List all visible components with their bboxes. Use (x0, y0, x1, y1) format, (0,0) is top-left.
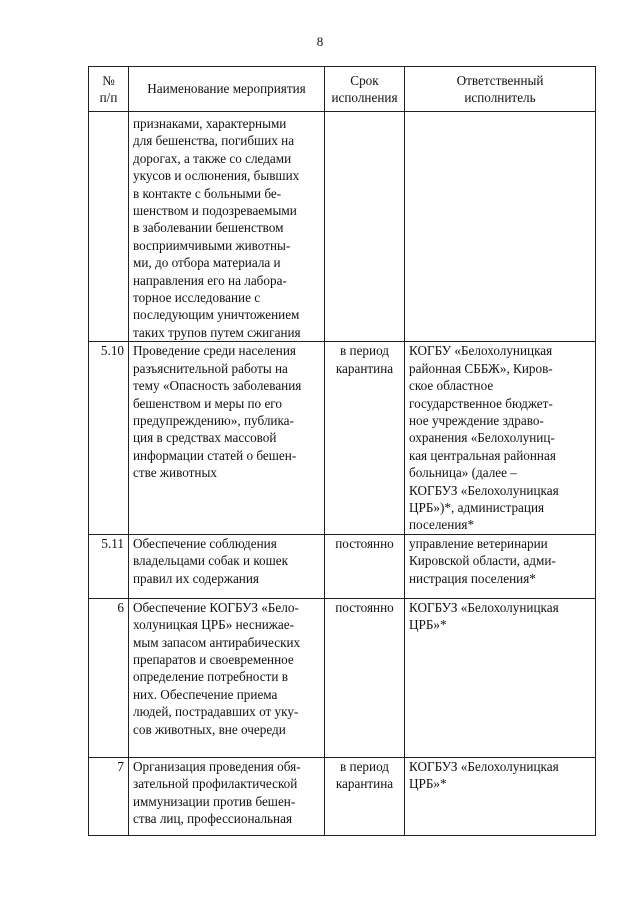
page-number: 8 (316, 34, 324, 49)
table-row (89, 112, 596, 342)
row-responsible: КОГБУЗ «Белохолуницкая ЦРБ»* (405, 757, 596, 835)
row-responsible: КОГБУ «Белохолуницкая районная СББЖ», Киров- ское областное государственное бюджет- ное учреждение здраво- охранения «Белохолуниц- кая центральная районная больница» (далее – КОГБУЗ «Белохолуницкая ЦРБ»)*, администрация поселения* (405, 342, 596, 534)
row-responsible: КОГБУЗ «Белохолуницкая ЦРБ»* (405, 598, 596, 757)
row-measure-name: признаками, характерными для бешенства, погибших на дорогах, а также со следами укусов и ослюнения, бывших в контакте с больными бе- шенством и подозреваемыми в заболевании бешенством восприимчивыми животны- ми, до отбора материала и направления его на лабора- торное исследование с последующим уничтожением таких трупов путем сжигания (129, 112, 325, 342)
row-number: 6 (89, 598, 129, 757)
row-measure-name: Проведение среди населения разъяснительной работы на тему «Опасность заболевания бешенством и меры по его предупреждению», публика- ция в средствах массовой информации статей о бешен- стве животных (129, 342, 325, 534)
row-number (89, 112, 129, 342)
header-measure-name: Наименование мероприятия (129, 67, 325, 112)
row-measure-name: Обеспечение соблюдения владельцами собак и кошек правил их содержания (129, 534, 325, 598)
row-responsible (405, 112, 596, 342)
row-deadline (325, 112, 405, 342)
row-measure-name: Обеспечение КОГБУЗ «Бело- холуницкая ЦРБ» неснижае- мым запасом антирабических препаратов и своевременное определение потребности в них. Обеспечение приема людей, пострадавших от уку- сов животных, вне очереди (129, 598, 325, 757)
table-row (89, 534, 596, 598)
row-number: 5.10 (89, 342, 129, 534)
row-responsible: управление ветеринарии Кировской области, адми- нистрация поселения* (405, 534, 596, 598)
row-deadline: постоянно (325, 534, 405, 598)
table-row (89, 757, 596, 835)
header-responsible: Ответственный исполнитель (405, 67, 596, 112)
row-measure-name: Организация проведения обя- зательной профилактической иммунизации против бешен- ства лиц, профессиональная (129, 757, 325, 835)
table-row (89, 598, 596, 757)
measures-table (88, 66, 596, 836)
header-deadline: Срок исполнения (325, 67, 405, 112)
table-row (89, 342, 596, 534)
row-number: 5.11 (89, 534, 129, 598)
row-deadline: в период карантина (325, 757, 405, 835)
row-deadline: постоянно (325, 598, 405, 757)
row-number: 7 (89, 757, 129, 835)
table-header-row (89, 67, 596, 112)
row-deadline: в период карантина (325, 342, 405, 534)
header-number: № п/п (89, 67, 129, 112)
